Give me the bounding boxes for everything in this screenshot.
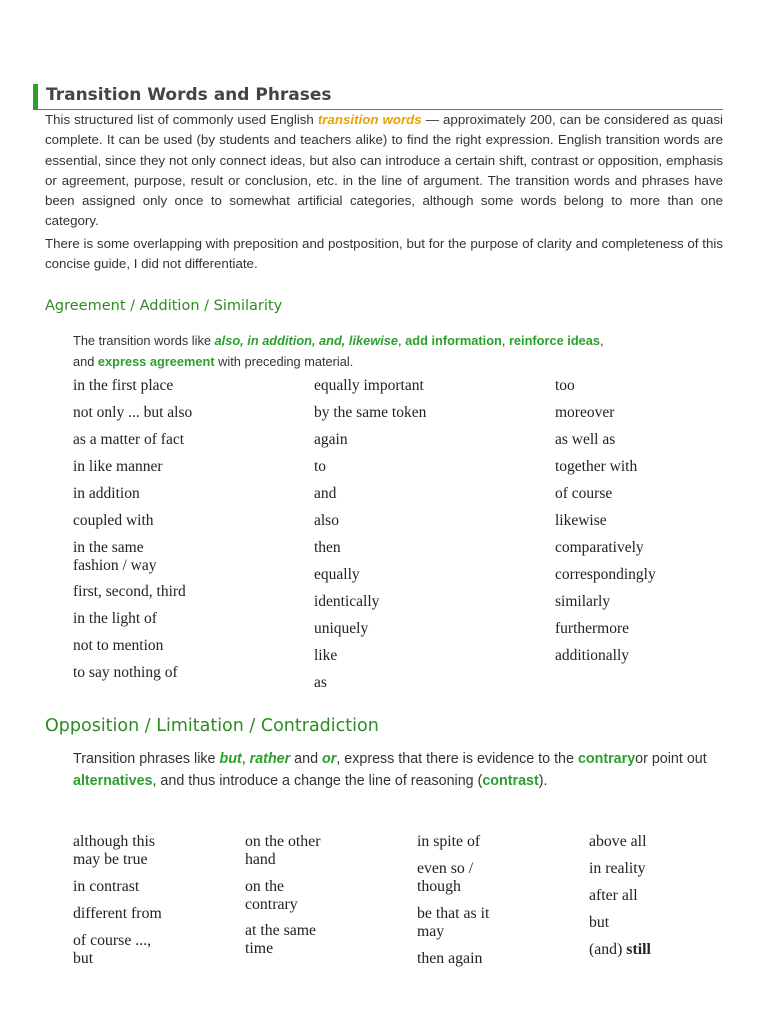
list-item: first, second, third [73,583,186,600]
list-item: as [314,674,327,691]
list-item: as well as [555,431,616,448]
desc-highlight: alternatives [73,773,153,789]
desc-highlight: contrast [482,773,539,789]
desc-text: and [290,751,323,767]
desc-text: , express that there is evidence to the [336,751,578,767]
page-title: Transition Words and Phrases [33,84,723,110]
desc-text: The transition words like [73,333,215,348]
desc-highlight: also, in addition, and, likewise [214,333,399,348]
list-item: contrary [245,896,298,913]
list-item: equally important [314,377,424,394]
list-item: equally [314,566,360,583]
list-item: of course ..., [73,932,152,949]
desc-highlight: add information [405,333,502,348]
desc-highlight: reinforce ideas [508,333,600,348]
desc-text: or point out [635,751,707,767]
list-item: fashion / way [73,557,157,574]
list-item: in the light of [73,610,157,627]
intro-paragraph [45,110,723,232]
list-item-word: still [626,941,651,958]
list-item: hand [245,851,276,868]
list-item: again [314,431,348,448]
list-item: additionally [555,647,630,664]
list-item: above all [589,833,647,850]
intro-text-2: — approximately 200, can be considered as quasi complete. It can be used (by students and teachers alike) to find the right expression. English transition words are essential, since they not only connect ideas, but also can introduce a certain shift, contrast or opposition, emphasis or agreement, purpose, result or conclusion, etc. in the line of argument. The transition words and phrases have been assigned only once to somewhat artificial categories, although some words belong to more than one category. [45,112,723,229]
list-item: may [417,923,445,940]
list-item: and [314,485,337,502]
list-item: in the first place [73,377,174,394]
list-item: then again [417,950,483,967]
desc-highlight: or [322,751,337,767]
list-item-paren: (and) [589,941,623,958]
desc-text: , and thus introduce a change the line of reasoning ( [152,773,483,789]
desc-highlight: express agreement [97,354,215,369]
list-item: at the same [245,922,317,939]
desc-highlight: but [219,751,242,767]
list-item: identically [314,593,380,610]
list-item: not only ... but also [73,404,193,421]
list-item: correspondingly [555,566,656,583]
list-item: after all [589,887,638,904]
section-title-agreement: Agreement / Addition / Similarity [45,298,283,314]
list-item: not to mention [73,637,164,654]
list-item: although this [73,833,156,850]
desc-text: , [398,333,406,348]
intro-paragraph-2: There is some overlapping with preposition and postposition, but for the purpose of clarity and completeness of this concise guide, I did not differentiate. [45,236,723,272]
list-item [589,941,651,959]
desc-highlight: rather [249,751,291,767]
list-item: though [417,878,461,895]
list-item: as a matter of fact [73,431,185,448]
desc-text: and [73,354,98,369]
list-item: to [314,458,327,475]
list-item: time [245,940,274,957]
intro-text-1: This structured list of commonly used English [45,112,318,127]
list-item: furthermore [555,620,630,637]
list-item: in like manner [73,458,163,475]
list-item: on the other [245,833,321,850]
list-item: but [589,914,610,931]
list-item: together with [555,458,638,475]
list-item: in the same [73,539,144,556]
desc-text: ). [538,773,548,789]
list-item: be that as it [417,905,490,922]
intro-highlight: transition words [317,112,422,127]
list-item: uniquely [314,620,369,637]
list-item: to say nothing of [73,664,178,681]
list-item: moreover [555,404,615,421]
section-desc-opposition [73,748,723,792]
section-desc-agreement [73,330,713,372]
list-item: in addition [73,485,140,502]
list-item: in spite of [417,833,481,850]
list-item: even so / [417,860,474,877]
list-item: on the [245,878,285,895]
list-item: also [314,512,339,529]
list-item: likewise [555,512,607,529]
list-item: too [555,377,575,394]
list-item: in contrast [73,878,140,895]
desc-text: , [241,751,250,767]
section-title-opposition: Opposition / Limitation / Contradiction [45,716,379,736]
list-item: like [314,647,338,664]
list-item: by the same token [314,404,427,421]
list-item: then [314,539,341,556]
list-item: coupled with [73,512,154,529]
list-item: comparatively [555,539,644,556]
desc-text: , [501,333,509,348]
list-item: of course [555,485,613,502]
desc-highlight: contrary [577,751,636,767]
desc-text: with preceding material. [214,354,354,369]
list-item: may be true [73,851,148,868]
list-item: in reality [589,860,646,877]
list-item: but [73,950,94,967]
desc-text: Transition phrases like [73,751,220,767]
desc-text: , [600,333,604,348]
list-item: similarly [555,593,611,610]
list-item: different from [73,905,162,922]
